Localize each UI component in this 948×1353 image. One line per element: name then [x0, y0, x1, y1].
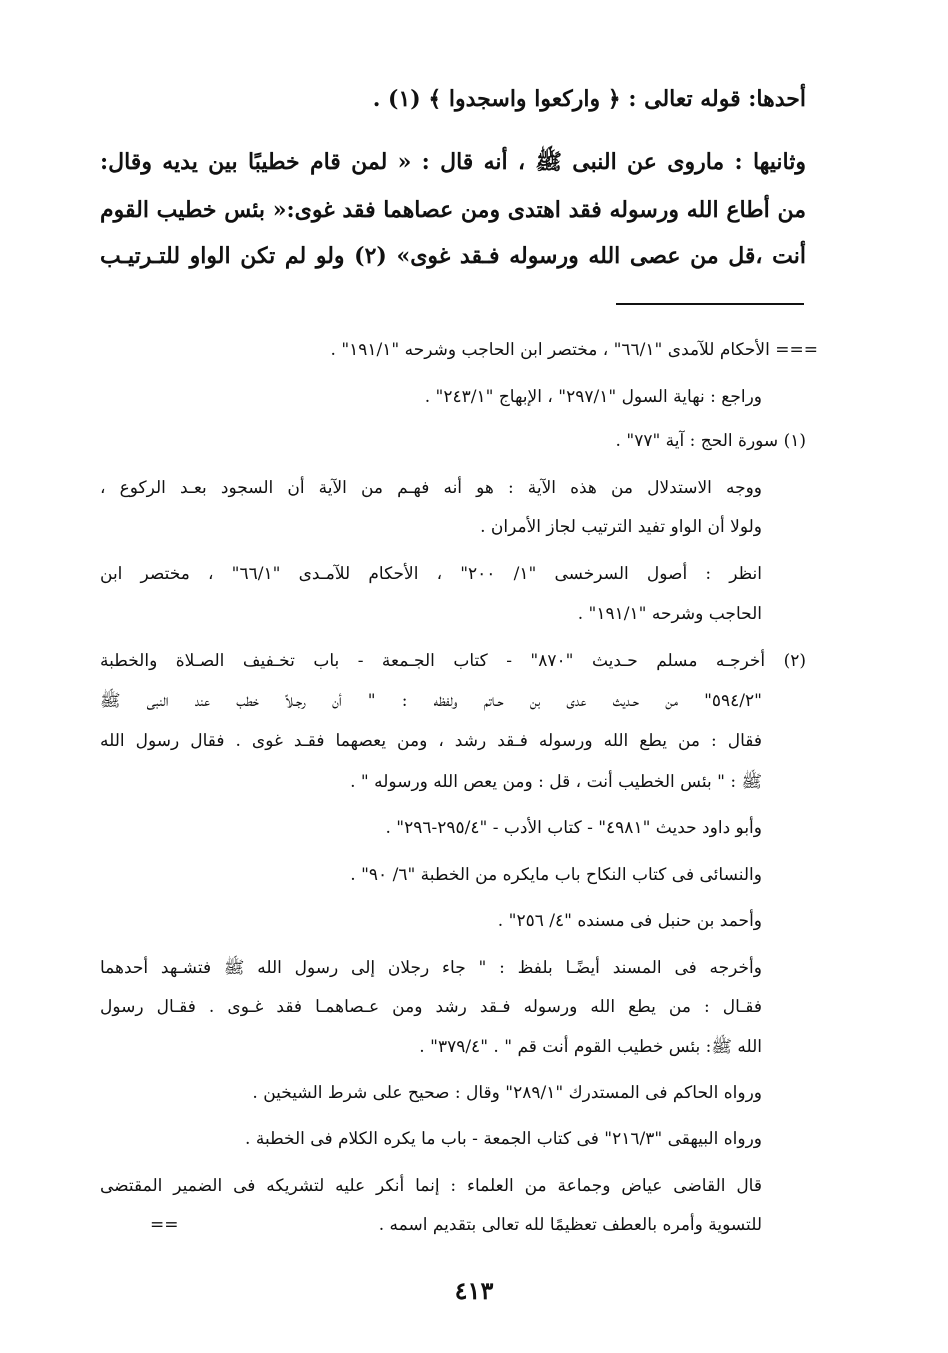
footnote-2-line-3: فقال : من يطع الله ورسوله فـقد رشد ، ومن يعصهما فقـد غوى . فقال رسول الله	[100, 731, 762, 751]
main-text-line-4: أنت ،قل من عصى الله ورسوله فـقد غوى» (٢) ولو لم تكن الواو للتـرتيـب	[100, 243, 806, 269]
footnote-1-line-5: الحاجب وشرحه "١٩١/١" .	[577, 604, 762, 624]
footnote-2-line-7: وأحمد بن حنبل فى مسنده "٤/ ٢٥٦" .	[497, 911, 762, 931]
main-text-line-3: من أطاع الله ورسوله فقد اهتدى ومن عصاهما فقد غوى:« بئس خطيب القوم	[100, 197, 806, 223]
footnote-continuation-mark: ==	[150, 1215, 179, 1235]
page-number: ٤١٣	[454, 1276, 494, 1305]
main-text-line-2: وثانيها : ماروى عن النبى ﷺ ، أنه قال : « لمن قام خطيبًا بين يديه وقال:	[100, 149, 806, 175]
footnote-1-line-3: ولولا أن الواو تفيد الترتيب لجاز الأمران .	[480, 517, 762, 537]
footnote-2-line-4: ﷺ : " بئس الخطيب أنت ، قل : ومن يعص الله ورسوله " .	[350, 772, 762, 792]
footnote-2-line-6: والنسائى فى كتاب النكاح باب مايكره من الخطبة "٦/ ٩٠" .	[350, 865, 762, 885]
footnote-prev-line-2: وراجع : نهاية السول "٢٩٧/١" ، الإبهاج "٢٤٣/١" .	[424, 387, 762, 407]
footnote-2-line-2: "٥٩٤/٢" من حـديث عدى بن حـاتم ولفظه : " أن رجـلاً خطب عند النبى ﷺ	[100, 691, 762, 711]
footnote-2-line-1: (٢) أخرجـه مسلم حـديث "٨٧٠" - كتاب الجـمعة - باب تخـفيف الصـلاة والخطبة	[100, 651, 806, 671]
footnote-2-line-8: وأخرجه فى المسند أيضًـا بلفظ : " جاء رجلان إلى رسول الله ﷺ فتشـهد أحدهما	[100, 958, 762, 978]
footnote-2-line-10: الله ﷺ: بئس خطيب القوم أنت قم " . "٣٧٩/٤" .	[419, 1037, 762, 1057]
footnote-2-line-14: للتسوية وأمره بالعطف تعظيمًا لله تعالى بتقديم اسمه .	[378, 1215, 762, 1235]
footnote-2-line-12: ورواه البيهقى "٢١٦/٣" فى كتاب الجمعة - باب ما يكره الكلام فى الخطبة .	[245, 1129, 762, 1149]
footnote-separator	[616, 303, 804, 305]
footnote-1-line-4: انظر : أصول السرخسى "١/ ٢٠٠" ، الأحكام للآمـدى "٦٦/١" ، مختصر ابن	[100, 564, 762, 584]
footnote-2-line-11: ورواه الحاكم فى المستدرك "٢٨٩/١" وقال : صحيح على شرط الشيخين .	[252, 1083, 762, 1103]
footnote-1-line-1: (١) سورة الحج : آية "٧٧" .	[615, 431, 806, 451]
footnote-2-line-5: وأبو داود حديث "٤٩٨١" - كتاب الأدب - "٢٩٥/٤-٢٩٦" .	[385, 818, 762, 838]
footnote-prev-line-1: === الأحكام للآمدى "٦٦/١" ، مختصر ابن الحاجب وشرحه "١٩١/١" .	[330, 340, 818, 360]
footnote-2-line-13: قال القاضى عياض وجماعة من العلماء : إنما أنكر عليه لتشريكه فى الضمير المقتضى	[100, 1176, 762, 1196]
footnote-2-line-9: فقـال : من يطع الله ورسوله فـقد رشد ومن عـصاهمـا فقد غـوى . فقـال رسول	[100, 997, 762, 1017]
main-text-line-1: أحدها: قوله تعالى : ﴿ واركعوا واسجدوا ﴾ (١) .	[372, 86, 806, 112]
footnote-1-line-2: ووجه الاستدلال من هذه الآية : هو أنه فهـم من الآية أن السجود بعـد الركوع ،	[100, 478, 762, 498]
